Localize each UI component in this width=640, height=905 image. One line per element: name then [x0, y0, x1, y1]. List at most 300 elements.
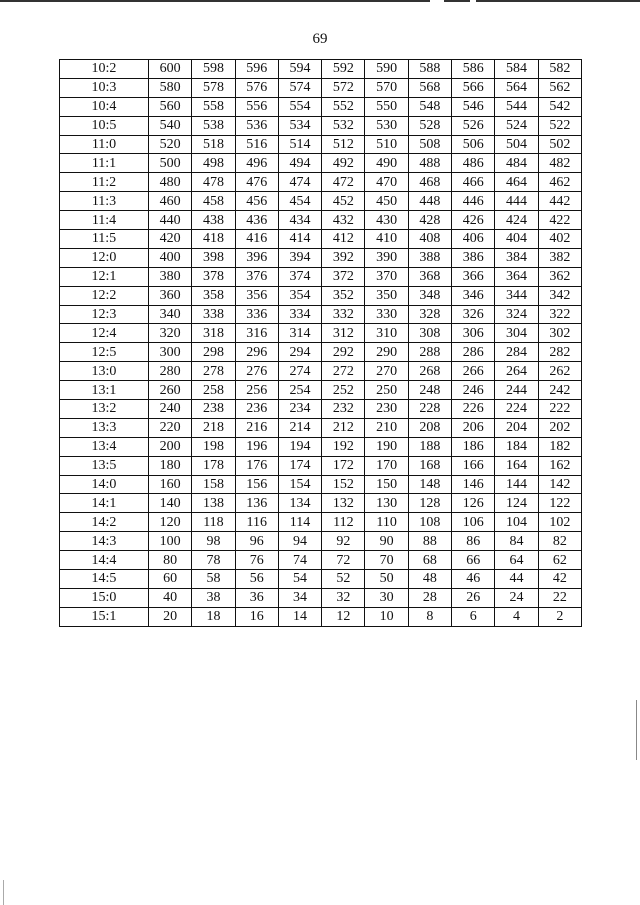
value-cell: 450 — [365, 192, 408, 211]
page-number: 69 — [312, 31, 328, 47]
value-cell: 558 — [192, 97, 235, 116]
value-cell: 252 — [322, 381, 365, 400]
value-cell: 372 — [322, 267, 365, 286]
table-row — [60, 211, 582, 230]
value-cell: 308 — [408, 324, 451, 343]
row-label-cell: 14:4 — [60, 551, 149, 570]
value-cell: 580 — [149, 78, 192, 97]
value-cell: 556 — [235, 97, 278, 116]
value-cell: 408 — [408, 230, 451, 249]
value-cell: 478 — [192, 173, 235, 192]
value-cell: 448 — [408, 192, 451, 211]
table-row — [60, 588, 582, 607]
value-cell: 566 — [452, 78, 495, 97]
value-cell: 342 — [538, 286, 581, 305]
value-cell: 178 — [192, 456, 235, 475]
value-cell: 184 — [495, 437, 538, 456]
value-cell: 394 — [278, 248, 321, 267]
value-cell: 578 — [192, 78, 235, 97]
value-cell: 250 — [365, 381, 408, 400]
value-cell: 496 — [235, 154, 278, 173]
value-cell: 82 — [538, 532, 581, 551]
table-row — [60, 192, 582, 211]
scan-edge-mark — [636, 700, 637, 760]
value-cell: 58 — [192, 570, 235, 589]
value-cell: 98 — [192, 532, 235, 551]
value-cell: 486 — [452, 154, 495, 173]
value-cell: 60 — [149, 570, 192, 589]
value-cell: 334 — [278, 305, 321, 324]
value-cell: 324 — [495, 305, 538, 324]
value-cell: 136 — [235, 494, 278, 513]
value-cell: 186 — [452, 437, 495, 456]
value-cell: 130 — [365, 494, 408, 513]
table-row — [60, 418, 582, 437]
value-cell: 462 — [538, 173, 581, 192]
value-cell: 208 — [408, 418, 451, 437]
value-cell: 384 — [495, 248, 538, 267]
value-cell: 168 — [408, 456, 451, 475]
value-cell: 34 — [278, 588, 321, 607]
value-cell: 112 — [322, 513, 365, 532]
value-cell: 488 — [408, 154, 451, 173]
value-cell: 232 — [322, 400, 365, 419]
row-label-cell: 10:4 — [60, 97, 149, 116]
value-cell: 358 — [192, 286, 235, 305]
value-cell: 296 — [235, 343, 278, 362]
value-cell: 236 — [235, 400, 278, 419]
value-cell: 62 — [538, 551, 581, 570]
value-cell: 328 — [408, 305, 451, 324]
value-cell: 24 — [495, 588, 538, 607]
value-cell: 386 — [452, 248, 495, 267]
value-cell: 418 — [192, 230, 235, 249]
row-label-cell: 13:2 — [60, 400, 149, 419]
value-cell: 530 — [365, 116, 408, 135]
table-row — [60, 381, 582, 400]
value-cell: 134 — [278, 494, 321, 513]
value-cell: 284 — [495, 343, 538, 362]
value-cell: 8 — [408, 607, 451, 626]
value-cell: 306 — [452, 324, 495, 343]
value-cell: 220 — [149, 418, 192, 437]
value-cell: 142 — [538, 475, 581, 494]
value-cell: 196 — [235, 437, 278, 456]
value-cell: 74 — [278, 551, 321, 570]
row-label-cell: 15:0 — [60, 588, 149, 607]
value-cell: 54 — [278, 570, 321, 589]
value-cell: 456 — [235, 192, 278, 211]
value-cell: 280 — [149, 362, 192, 381]
value-cell: 210 — [365, 418, 408, 437]
value-cell: 240 — [149, 400, 192, 419]
value-cell: 104 — [495, 513, 538, 532]
value-cell: 520 — [149, 135, 192, 154]
value-cell: 398 — [192, 248, 235, 267]
value-cell: 600 — [149, 60, 192, 79]
row-label-cell: 14:5 — [60, 570, 149, 589]
row-label-cell: 12:1 — [60, 267, 149, 286]
value-cell: 562 — [538, 78, 581, 97]
value-cell: 264 — [495, 362, 538, 381]
score-table — [59, 59, 582, 627]
value-cell: 362 — [538, 267, 581, 286]
value-cell: 542 — [538, 97, 581, 116]
value-cell: 522 — [538, 116, 581, 135]
value-cell: 494 — [278, 154, 321, 173]
value-cell: 124 — [495, 494, 538, 513]
value-cell: 44 — [495, 570, 538, 589]
value-cell: 144 — [495, 475, 538, 494]
value-cell: 108 — [408, 513, 451, 532]
value-cell: 260 — [149, 381, 192, 400]
table-row — [60, 456, 582, 475]
value-cell: 36 — [235, 588, 278, 607]
value-cell: 102 — [538, 513, 581, 532]
table-row — [60, 173, 582, 192]
value-cell: 176 — [235, 456, 278, 475]
value-cell: 312 — [322, 324, 365, 343]
value-cell: 188 — [408, 437, 451, 456]
value-cell: 396 — [235, 248, 278, 267]
value-cell: 336 — [235, 305, 278, 324]
value-cell: 286 — [452, 343, 495, 362]
value-cell: 274 — [278, 362, 321, 381]
value-cell: 238 — [192, 400, 235, 419]
value-cell: 570 — [365, 78, 408, 97]
value-cell: 294 — [278, 343, 321, 362]
value-cell: 374 — [278, 267, 321, 286]
value-cell: 526 — [452, 116, 495, 135]
value-cell: 544 — [495, 97, 538, 116]
value-cell: 42 — [538, 570, 581, 589]
value-cell: 120 — [149, 513, 192, 532]
value-cell: 370 — [365, 267, 408, 286]
value-cell: 392 — [322, 248, 365, 267]
value-cell: 20 — [149, 607, 192, 626]
value-cell: 292 — [322, 343, 365, 362]
value-cell: 378 — [192, 267, 235, 286]
value-cell: 404 — [495, 230, 538, 249]
value-cell: 22 — [538, 588, 581, 607]
value-cell: 470 — [365, 173, 408, 192]
value-cell: 150 — [365, 475, 408, 494]
table-row — [60, 97, 582, 116]
value-cell: 230 — [365, 400, 408, 419]
value-cell: 500 — [149, 154, 192, 173]
value-cell: 248 — [408, 381, 451, 400]
table-row — [60, 400, 582, 419]
value-cell: 198 — [192, 437, 235, 456]
value-cell: 6 — [452, 607, 495, 626]
table-row — [60, 475, 582, 494]
value-cell: 356 — [235, 286, 278, 305]
value-cell: 424 — [495, 211, 538, 230]
value-cell: 94 — [278, 532, 321, 551]
value-cell: 560 — [149, 97, 192, 116]
value-cell: 538 — [192, 116, 235, 135]
value-cell: 582 — [538, 60, 581, 79]
value-cell: 568 — [408, 78, 451, 97]
value-cell: 18 — [192, 607, 235, 626]
value-cell: 162 — [538, 456, 581, 475]
value-cell: 380 — [149, 267, 192, 286]
value-cell: 84 — [495, 532, 538, 551]
value-cell: 436 — [235, 211, 278, 230]
scan-edge-mark — [3, 880, 4, 905]
value-cell: 466 — [452, 173, 495, 192]
value-cell: 468 — [408, 173, 451, 192]
value-cell: 594 — [278, 60, 321, 79]
row-label-cell: 12:3 — [60, 305, 149, 324]
row-label-cell: 10:2 — [60, 60, 149, 79]
value-cell: 546 — [452, 97, 495, 116]
value-cell: 224 — [495, 400, 538, 419]
value-cell: 46 — [452, 570, 495, 589]
value-cell: 314 — [278, 324, 321, 343]
table-row — [60, 135, 582, 154]
value-cell: 576 — [235, 78, 278, 97]
value-cell: 80 — [149, 551, 192, 570]
value-cell: 228 — [408, 400, 451, 419]
value-cell: 406 — [452, 230, 495, 249]
table-row — [60, 532, 582, 551]
value-cell: 376 — [235, 267, 278, 286]
value-cell: 64 — [495, 551, 538, 570]
row-label-cell: 11:4 — [60, 211, 149, 230]
value-cell: 222 — [538, 400, 581, 419]
row-label-cell: 14:3 — [60, 532, 149, 551]
value-cell: 302 — [538, 324, 581, 343]
value-cell: 438 — [192, 211, 235, 230]
value-cell: 524 — [495, 116, 538, 135]
value-cell: 574 — [278, 78, 321, 97]
value-cell: 554 — [278, 97, 321, 116]
value-cell: 182 — [538, 437, 581, 456]
value-cell: 288 — [408, 343, 451, 362]
value-cell: 246 — [452, 381, 495, 400]
value-cell: 484 — [495, 154, 538, 173]
value-cell: 354 — [278, 286, 321, 305]
value-cell: 410 — [365, 230, 408, 249]
value-cell: 348 — [408, 286, 451, 305]
table-row — [60, 286, 582, 305]
row-label-cell: 14:1 — [60, 494, 149, 513]
row-label-cell: 14:0 — [60, 475, 149, 494]
value-cell: 212 — [322, 418, 365, 437]
value-cell: 492 — [322, 154, 365, 173]
value-cell: 38 — [192, 588, 235, 607]
value-cell: 276 — [235, 362, 278, 381]
table-row — [60, 324, 582, 343]
value-cell: 346 — [452, 286, 495, 305]
value-cell: 114 — [278, 513, 321, 532]
value-cell: 506 — [452, 135, 495, 154]
value-cell: 452 — [322, 192, 365, 211]
page-top-rule — [0, 0, 640, 2]
value-cell: 516 — [235, 135, 278, 154]
value-cell: 474 — [278, 173, 321, 192]
value-cell: 118 — [192, 513, 235, 532]
value-cell: 256 — [235, 381, 278, 400]
value-cell: 300 — [149, 343, 192, 362]
value-cell: 234 — [278, 400, 321, 419]
table-row — [60, 513, 582, 532]
value-cell: 550 — [365, 97, 408, 116]
table-row — [60, 551, 582, 570]
value-cell: 298 — [192, 343, 235, 362]
value-cell: 330 — [365, 305, 408, 324]
value-cell: 110 — [365, 513, 408, 532]
table-row — [60, 78, 582, 97]
value-cell: 158 — [192, 475, 235, 494]
value-cell: 420 — [149, 230, 192, 249]
value-cell: 166 — [452, 456, 495, 475]
value-cell: 164 — [495, 456, 538, 475]
table-row — [60, 116, 582, 135]
row-label-cell: 10:5 — [60, 116, 149, 135]
value-cell: 440 — [149, 211, 192, 230]
value-cell: 192 — [322, 437, 365, 456]
value-cell: 88 — [408, 532, 451, 551]
row-label-cell: 11:1 — [60, 154, 149, 173]
value-cell: 412 — [322, 230, 365, 249]
value-cell: 12 — [322, 607, 365, 626]
value-cell: 508 — [408, 135, 451, 154]
value-cell: 258 — [192, 381, 235, 400]
value-cell: 490 — [365, 154, 408, 173]
value-cell: 588 — [408, 60, 451, 79]
table-row — [60, 230, 582, 249]
value-cell: 48 — [408, 570, 451, 589]
value-cell: 528 — [408, 116, 451, 135]
value-cell: 400 — [149, 248, 192, 267]
table-row — [60, 305, 582, 324]
value-cell: 214 — [278, 418, 321, 437]
value-cell: 444 — [495, 192, 538, 211]
value-cell: 572 — [322, 78, 365, 97]
value-cell: 282 — [538, 343, 581, 362]
value-cell: 536 — [235, 116, 278, 135]
row-label-cell: 13:0 — [60, 362, 149, 381]
value-cell: 92 — [322, 532, 365, 551]
value-cell: 146 — [452, 475, 495, 494]
value-cell: 458 — [192, 192, 235, 211]
score-table-body — [60, 60, 582, 627]
value-cell: 100 — [149, 532, 192, 551]
value-cell: 326 — [452, 305, 495, 324]
score-table-container — [59, 59, 581, 627]
value-cell: 170 — [365, 456, 408, 475]
value-cell: 148 — [408, 475, 451, 494]
value-cell: 226 — [452, 400, 495, 419]
row-label-cell: 11:5 — [60, 230, 149, 249]
value-cell: 390 — [365, 248, 408, 267]
value-cell: 592 — [322, 60, 365, 79]
value-cell: 316 — [235, 324, 278, 343]
value-cell: 322 — [538, 305, 581, 324]
value-cell: 564 — [495, 78, 538, 97]
value-cell: 388 — [408, 248, 451, 267]
value-cell: 352 — [322, 286, 365, 305]
value-cell: 514 — [278, 135, 321, 154]
value-cell: 52 — [322, 570, 365, 589]
value-cell: 122 — [538, 494, 581, 513]
value-cell: 460 — [149, 192, 192, 211]
value-cell: 68 — [408, 551, 451, 570]
value-cell: 434 — [278, 211, 321, 230]
value-cell: 200 — [149, 437, 192, 456]
row-label-cell: 12:4 — [60, 324, 149, 343]
row-label-cell: 12:0 — [60, 248, 149, 267]
row-label-cell: 11:2 — [60, 173, 149, 192]
value-cell: 512 — [322, 135, 365, 154]
value-cell: 76 — [235, 551, 278, 570]
row-label-cell: 14:2 — [60, 513, 149, 532]
value-cell: 480 — [149, 173, 192, 192]
row-label-cell: 10:3 — [60, 78, 149, 97]
value-cell: 432 — [322, 211, 365, 230]
value-cell: 426 — [452, 211, 495, 230]
value-cell: 140 — [149, 494, 192, 513]
value-cell: 26 — [452, 588, 495, 607]
table-row — [60, 494, 582, 513]
value-cell: 464 — [495, 173, 538, 192]
value-cell: 430 — [365, 211, 408, 230]
table-row — [60, 607, 582, 626]
value-cell: 16 — [235, 607, 278, 626]
row-label-cell: 13:3 — [60, 418, 149, 437]
value-cell: 4 — [495, 607, 538, 626]
value-cell: 482 — [538, 154, 581, 173]
value-cell: 368 — [408, 267, 451, 286]
value-cell: 548 — [408, 97, 451, 116]
value-cell: 414 — [278, 230, 321, 249]
value-cell: 202 — [538, 418, 581, 437]
value-cell: 216 — [235, 418, 278, 437]
table-row — [60, 362, 582, 381]
value-cell: 70 — [365, 551, 408, 570]
row-label-cell: 15:1 — [60, 607, 149, 626]
value-cell: 310 — [365, 324, 408, 343]
value-cell: 96 — [235, 532, 278, 551]
value-cell: 152 — [322, 475, 365, 494]
value-cell: 2 — [538, 607, 581, 626]
row-label-cell: 12:5 — [60, 343, 149, 362]
value-cell: 320 — [149, 324, 192, 343]
value-cell: 304 — [495, 324, 538, 343]
value-cell: 206 — [452, 418, 495, 437]
value-cell: 552 — [322, 97, 365, 116]
value-cell: 446 — [452, 192, 495, 211]
value-cell: 510 — [365, 135, 408, 154]
value-cell: 338 — [192, 305, 235, 324]
value-cell: 540 — [149, 116, 192, 135]
value-cell: 194 — [278, 437, 321, 456]
value-cell: 126 — [452, 494, 495, 513]
value-cell: 290 — [365, 343, 408, 362]
value-cell: 174 — [278, 456, 321, 475]
value-cell: 364 — [495, 267, 538, 286]
value-cell: 598 — [192, 60, 235, 79]
value-cell: 14 — [278, 607, 321, 626]
value-cell: 138 — [192, 494, 235, 513]
value-cell: 128 — [408, 494, 451, 513]
value-cell: 154 — [278, 475, 321, 494]
value-cell: 504 — [495, 135, 538, 154]
value-cell: 350 — [365, 286, 408, 305]
value-cell: 132 — [322, 494, 365, 513]
